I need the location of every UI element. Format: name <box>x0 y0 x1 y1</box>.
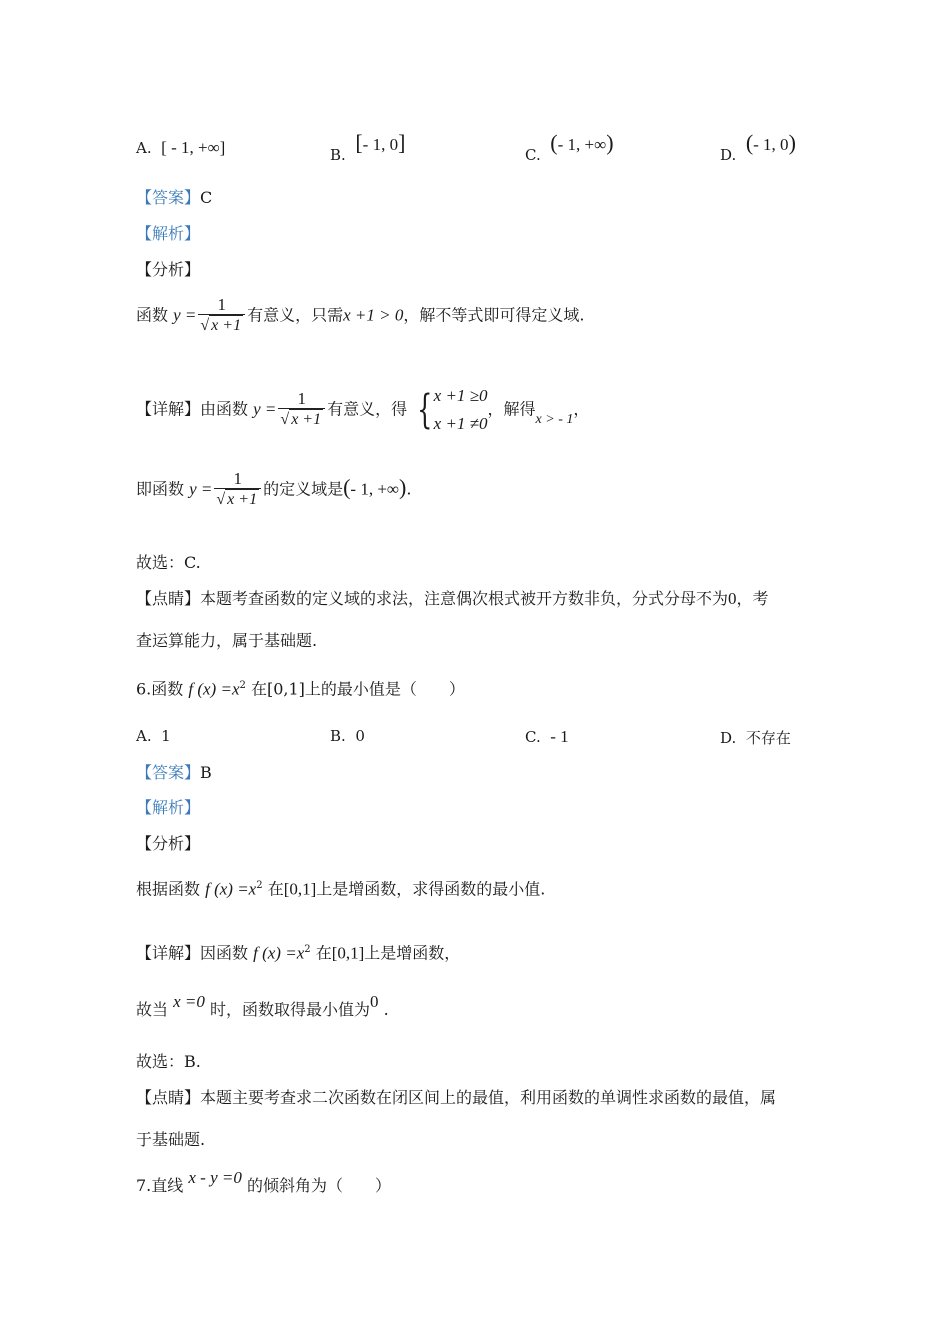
q6-option-d: D. 不存在 <box>720 729 791 747</box>
fenxi-tag: 【分析】 <box>136 260 201 279</box>
comment-line-2: 查运算能力，属于基础题. <box>136 631 318 650</box>
q6-option-c: C. - 1 <box>525 727 569 746</box>
q6-fenxi-text: 根据函数 f $(x) =x^2$ 在[0,1]上是增函数，求得函数的最小值. <box>136 879 546 899</box>
q6-answer-line: 【答案】B <box>136 763 212 782</box>
q6-fenxi-tag: 【分析】 <box>136 834 201 853</box>
q6-analysis-tag: 【解析】 <box>136 798 201 817</box>
q6-comment-line-1: 【点睛】本题主要考查求二次函数在闭区间上的最值，利用函数的单调性求函数的最值，属 <box>136 1088 777 1107</box>
q6-stem: 6.函数 f $(x) =x^2$ 在[0,1]上的最小值是（ ） <box>136 679 465 699</box>
q6-when-text: 故当 x =0 时，函数取得最小值为0 . <box>136 992 389 1019</box>
q6-choose: 故选：B. <box>136 1052 201 1071</box>
q6-comment-line-2: 于基础题. <box>136 1130 206 1149</box>
answer-line: 【答案】C <box>136 188 213 207</box>
q6-option-a: A. 1 <box>136 727 171 745</box>
option-a: A. [ - 1, +∞] <box>136 138 226 157</box>
option-c: C. (- 1, +∞) <box>525 130 614 164</box>
q7-stem: 7.直线 x - y =0 的倾斜角为（ ） <box>136 1168 391 1195</box>
comment-line-1: 【点睛】本题考查函数的定义域的求法，注意偶次根式被开方数非负，分式分母不为0，考 <box>136 589 769 608</box>
q6-detail-text: 【详解】因函数 f $(x) =x^2$ 在[0,1]上是增函数， <box>136 943 461 963</box>
analysis-tag: 【解析】 <box>136 224 201 243</box>
detail-text: 【详解】由函数 y = $\frac{1}{√ x +1}$ 有意义，得 { x +1 ≥0 x +1 ≠0 ，解得x > - 1， <box>136 386 590 433</box>
conclusion-text: 即函数 y = $\frac{1}{√ x +1}$ 的定义域是(- 1, +∞). <box>136 469 412 508</box>
choose-c: 故选：C. <box>136 553 201 572</box>
q6-option-b: B. 0 <box>330 727 365 745</box>
fenxi-text: 函数 y = $\frac{1}{√ x +1}$ 有意义，只需x +1 > 0，解不等式即可得定义域. <box>136 295 585 334</box>
option-d: D. (- 1, 0) <box>720 130 796 164</box>
option-b: B. [- 1, 0] <box>330 130 406 164</box>
